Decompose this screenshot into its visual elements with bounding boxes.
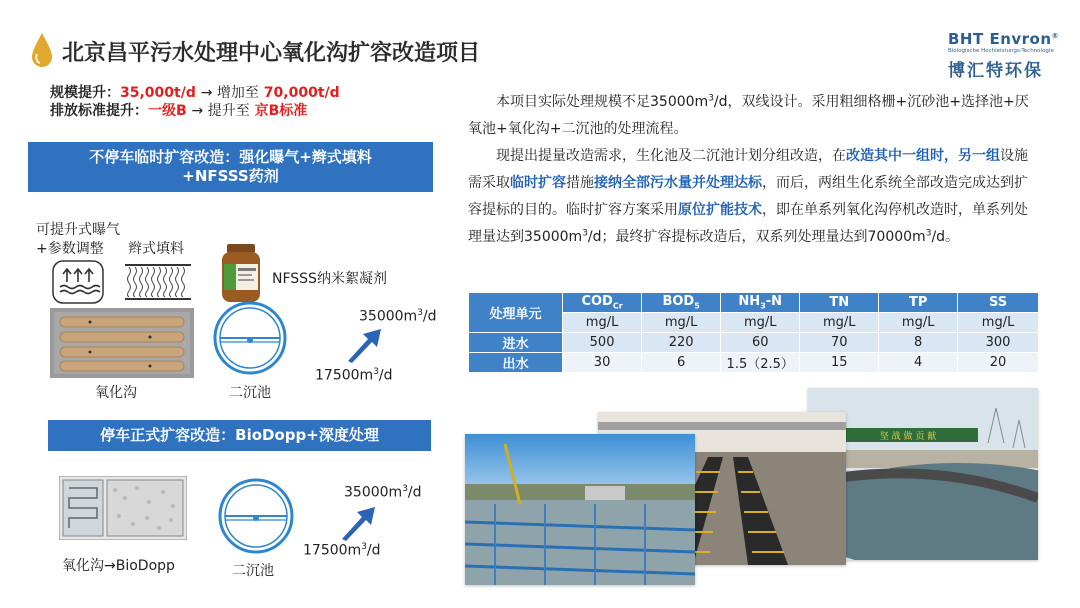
- oxidation-ditch-icon: [50, 308, 194, 378]
- paragraph-1: 本项目实际处理规模不足$35000m^3/d$，双线设计。采用粗细格栅+沉砂池+选择池+厌氧池+氧化沟+二沉池的处理流程。: [468, 93, 1029, 137]
- clarifier-label-2: 二沉池: [232, 563, 274, 579]
- aeration-label-2: +参数调整: [36, 241, 104, 257]
- table-column-header: $COD_{Cr}$: [563, 293, 642, 313]
- clarifier-label: 二沉池: [229, 385, 271, 401]
- table-cell: 70: [800, 333, 879, 353]
- table-cell: 6: [642, 353, 721, 373]
- brand-cn: 博汇特环保: [948, 61, 1043, 81]
- braid-label: 辫式填料: [128, 241, 184, 257]
- project-description: [468, 89, 1033, 251]
- photo-banner-text: 坚 战 做 贡 献: [879, 432, 937, 442]
- flow-low-1: $17500m^3/d$: [315, 367, 393, 384]
- clarifier-icon: [217, 477, 295, 555]
- table-row-label: 出水: [469, 353, 563, 373]
- table-cell: 220: [642, 333, 721, 353]
- water-quality-table: [468, 292, 1039, 373]
- flow-high-2: $35000m^3/d$: [344, 484, 422, 501]
- flow-low-2: $17500m^3/d$: [303, 542, 381, 559]
- table-cell: 500: [563, 333, 642, 353]
- table-unit-cell: mg/L: [642, 313, 721, 333]
- scale-upgrade: 规模提升：35,000t/d → 增加至 70,000t/d: [50, 85, 340, 101]
- table-cell: 4: [879, 353, 958, 373]
- clarifier-icon: [212, 300, 288, 376]
- section1-banner: 不停车临时扩容改造：强化曝气+辫式填料 +NFSSS药剂: [28, 142, 433, 192]
- brand-en: BHT Envron: [948, 30, 1052, 48]
- table-unit-cell: mg/L: [958, 313, 1039, 333]
- table-unit-cell: mg/L: [879, 313, 958, 333]
- standard-upgrade: 排放标准提升：一级B → 提升至 京B标准: [50, 103, 308, 119]
- drop-icon: [31, 32, 53, 68]
- site-photo-1: [465, 434, 695, 585]
- braid-filler-icon: [123, 262, 193, 302]
- biodopp-label: 氧化沟→BioDopp: [62, 558, 175, 574]
- table-unit-cell: mg/L: [800, 313, 879, 333]
- table-row: [469, 353, 1039, 373]
- table-column-header: TP: [879, 293, 958, 313]
- table-row-label: 进水: [469, 333, 563, 353]
- brand-logo: [948, 30, 1059, 48]
- table-row-header: 处理单元: [469, 293, 563, 333]
- table-cell: 8: [879, 333, 958, 353]
- section2-banner: 停车正式扩容改造：BioDopp+深度处理: [48, 420, 431, 451]
- table-cell: 300: [958, 333, 1039, 353]
- table-unit-cell: mg/L: [721, 313, 800, 333]
- table-cell: 15: [800, 353, 879, 373]
- table-column-header: $NH_3-N$: [721, 293, 800, 313]
- paragraph-2: 现提出提量改造需求，生化池及二沉池计划分组改造，在改造其中一组时，另一组设施需采取临时扩容措施接纳全部污水量并处理达标，而后，两组生化系统全部改造完成达到扩容提标的目的。临时扩容方案采用原位扩能技术，即在单系列氧化沟停机改造时，单系列处理量达到$35000m^3/d$；最终扩容提标改造后，双系列处理量达到$70000m^3/d$。: [468, 148, 1028, 245]
- table-column-header: TN: [800, 293, 879, 313]
- table-cell: 60: [721, 333, 800, 353]
- arrow-up-icon: [344, 327, 384, 363]
- ditch-label: 氧化沟: [95, 385, 137, 401]
- aeration-icon: [52, 260, 104, 304]
- brand-tagline: Biologische Hochleistungs-Technologie: [948, 48, 1054, 54]
- table-column-header: $BOD_5$: [642, 293, 721, 313]
- flow-high-1: $35000m^3/d$: [359, 308, 437, 325]
- agent-bottle-icon: [218, 242, 264, 304]
- registered-mark: ®: [1051, 32, 1060, 40]
- table-column-header: SS: [958, 293, 1039, 313]
- aeration-label-1: 可提升式曝气: [36, 222, 120, 238]
- table-cell: 30: [563, 353, 642, 373]
- table-unit-cell: mg/L: [563, 313, 642, 333]
- table-cell: 1.5（2.5）: [721, 353, 800, 373]
- biodopp-tank-icon: [59, 476, 187, 540]
- table-row: [469, 333, 1039, 353]
- page-title: 北京昌平污水处理中心氧化沟扩容改造项目: [62, 41, 481, 66]
- arrow-up-icon: [338, 505, 378, 541]
- agent-label: NFSSS纳米絮凝剂: [272, 271, 387, 287]
- table-cell: 20: [958, 353, 1039, 373]
